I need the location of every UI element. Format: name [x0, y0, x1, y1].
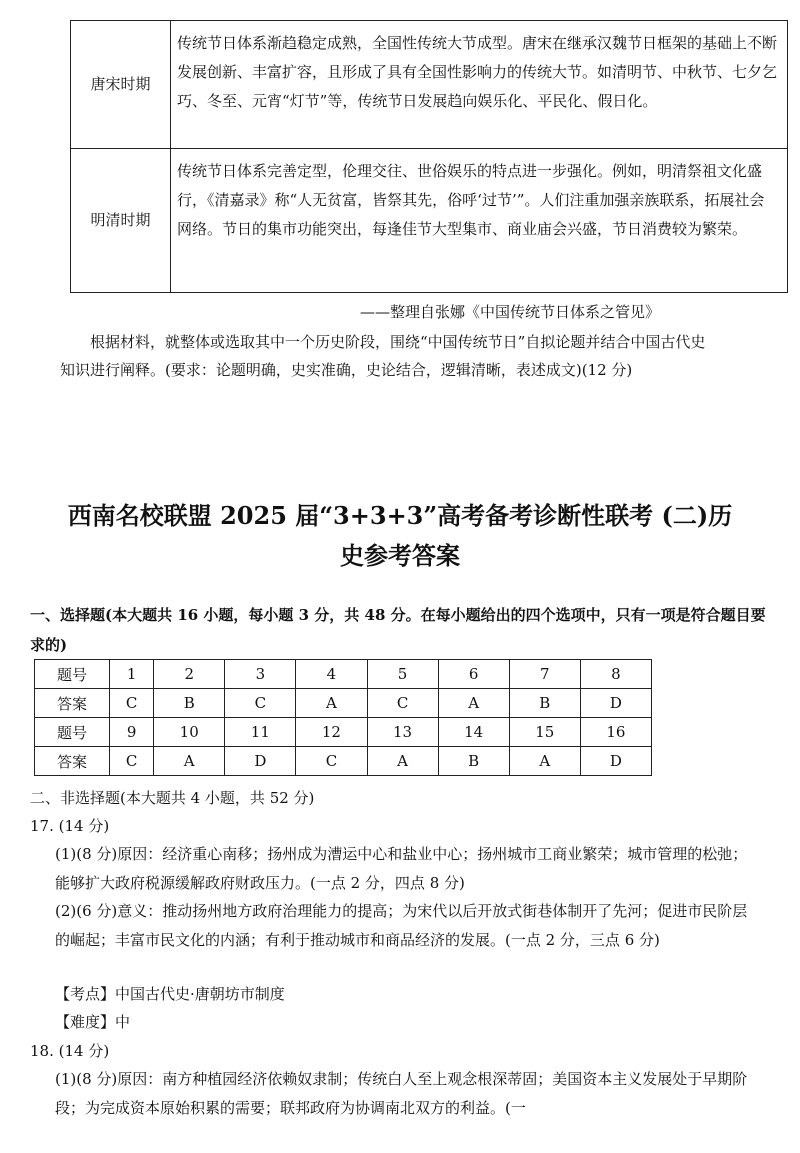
table-cell: C [110, 747, 154, 776]
table-row [35, 747, 652, 776]
table-cell: D [580, 689, 651, 718]
table-cell: 10 [154, 718, 225, 747]
table-cell: 16 [580, 718, 651, 747]
table-cell: 12 [296, 718, 367, 747]
table-cell: 3 [225, 660, 296, 689]
row-label: 答案 [35, 747, 110, 776]
table-cell: 7 [509, 660, 580, 689]
source-citation: ——整理自张娜《中国传统节日体系之管见》 [359, 303, 660, 321]
table-cell: 1 [110, 660, 154, 689]
table-row [71, 149, 788, 293]
section-heading: 一、选择题(本大题共 16 小题，每小题 3 分，共 48 分。在每小题给出的四个选项中，只有一项是符合题目要求的) [30, 606, 766, 654]
table-cell: A [154, 747, 225, 776]
answer-paragraph: (1)(8 分)原因：经济重心南移；扬州成为漕运中心和盐业中心；扬州城市工商业繁荣；城市管理的松弛；能够扩大政府税源缓解政府财政压力。(一点 2 分，四点 8 分) [55, 845, 748, 892]
table-cell: 4 [296, 660, 367, 689]
page-title [30, 496, 770, 576]
row-label: 题号 [35, 660, 110, 689]
table-cell: C [367, 689, 438, 718]
table-row [35, 689, 652, 718]
table-cell: A [296, 689, 367, 718]
question-number: 18. (14 分) [30, 1042, 110, 1060]
section-heading: 二、非选择题(本大题共 4 小题，共 52 分) [30, 789, 315, 807]
period-name: 明清时期 [71, 149, 171, 293]
table-row [71, 21, 788, 149]
row-label: 答案 [35, 689, 110, 718]
table-cell: C [225, 689, 296, 718]
table-cell: 9 [110, 718, 154, 747]
table-cell: 15 [509, 718, 580, 747]
period-content: 传统节日体系渐趋稳定成熟，全国性传统大节成型。唐宋在继承汉魏节日框架的基础上不断发展创新、丰富扩容，且形成了具有全国性影响力的传统大节。如清明节、中秋节、七夕乞巧、冬至、元宵“灯节”等，传统节日发展趋向娱乐化、平民化、假日化。 [171, 21, 788, 149]
table-cell: 6 [438, 660, 509, 689]
table-cell: D [225, 747, 296, 776]
table-cell: B [154, 689, 225, 718]
table-cell: 2 [154, 660, 225, 689]
table-cell: C [110, 689, 154, 718]
answer-paragraph: (1)(8 分)原因：南方种植园经济依赖奴隶制；传统白人至上观念根深蒂固；美国资本主义发展处于早期阶段；为完成资本原始积累的需要；联邦政府为协调南北双方的利益。(一 [55, 1070, 748, 1117]
table-cell: C [296, 747, 367, 776]
table-cell: A [438, 689, 509, 718]
answer-paragraph: (2)(6 分)意义：推动扬州地方政府治理能力的提高；为宋代以后开放式街巷体制开了先河；促进市民阶层的崛起；丰富市民文化的内涵；有利于推动城市和商品经济的发展。(一点 2 分，三点 6 分) [55, 902, 748, 949]
table-cell: D [580, 747, 651, 776]
period-content: 传统节日体系完善定型，伦理交往、世俗娱乐的特点进一步强化。例如，明清祭祖文化盛行，《清嘉录》称“人无贫富，皆祭其先，俗呼‘过节’”。人们注重加强亲族联系，拓展社会网络。节日的集市功能突出，每逢佳节大型集市、商业庙会兴盛，节日消费较为繁荣。 [171, 149, 788, 293]
period-name: 唐宋时期 [71, 21, 171, 149]
answer-tag: 【考点】中国古代史·唐朝坊市制度 [55, 985, 285, 1003]
answer-table [34, 659, 652, 776]
answer-tag: 【难度】中 [55, 1013, 131, 1031]
row-label: 题号 [35, 718, 110, 747]
title-line: 史参考答案 [340, 541, 460, 570]
table-cell: 13 [367, 718, 438, 747]
table-row [35, 660, 652, 689]
table-cell: 8 [580, 660, 651, 689]
table-cell: 11 [225, 718, 296, 747]
table-cell: 5 [367, 660, 438, 689]
table-cell: B [509, 689, 580, 718]
table-cell: 14 [438, 718, 509, 747]
question-number: 17. (14 分) [30, 817, 110, 835]
table-cell: B [438, 747, 509, 776]
question-prompt: 根据材料，就整体或选取其中一个历史阶段，围绕“中国传统节日”自拟论题并结合中国古代史知识进行阐释。(要求：论题明确，史实准确，史论结合，逻辑清晰，表述成文)(12 分) [60, 333, 706, 379]
table-row [35, 718, 652, 747]
table-cell: A [367, 747, 438, 776]
table-cell: A [509, 747, 580, 776]
title-line: 西南名校联盟 2025 届“3+3+3”高考备考诊断性联考 (二)历 [67, 501, 733, 530]
period-table [70, 20, 788, 293]
